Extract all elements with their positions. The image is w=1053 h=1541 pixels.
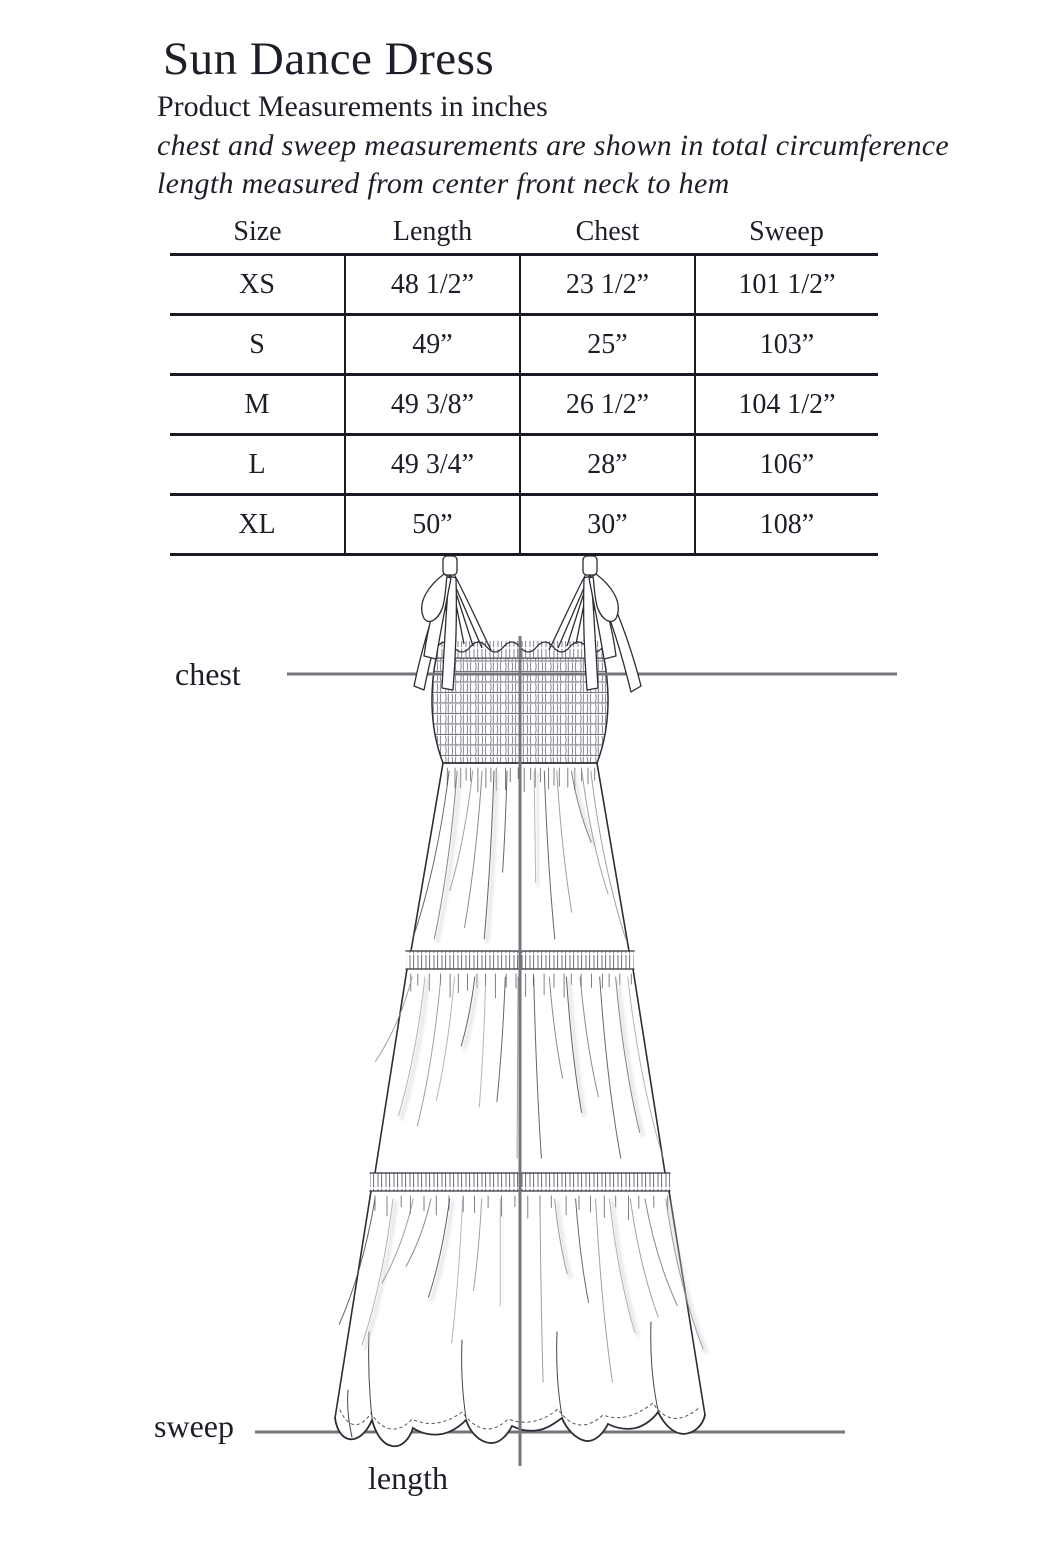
chest-label: chest <box>175 656 241 692</box>
cell-sweep: 104 1/2” <box>695 375 878 435</box>
cell-size: S <box>170 315 345 375</box>
cell-length: 49 3/4” <box>345 435 520 495</box>
column-header-size: Size <box>170 211 345 255</box>
length-label: length <box>368 1460 448 1496</box>
table-header-row <box>170 211 878 255</box>
cell-chest: 23 1/2” <box>520 255 695 315</box>
cell-size: XL <box>170 495 345 555</box>
cell-length: 49” <box>345 315 520 375</box>
note-circumference: chest and sweep measurements are shown in total circumference <box>157 129 950 162</box>
cell-size: M <box>170 375 345 435</box>
cell-chest: 25” <box>520 315 695 375</box>
cell-chest: 26 1/2” <box>520 375 695 435</box>
size-chart-table <box>170 211 878 556</box>
table-row <box>170 255 878 315</box>
column-header-length: Length <box>345 211 520 255</box>
cell-sweep: 103” <box>695 315 878 375</box>
page-title: Sun Dance Dress <box>163 33 495 85</box>
table-row <box>170 315 878 375</box>
cell-chest: 28” <box>520 435 695 495</box>
cell-sweep: 108” <box>695 495 878 555</box>
cell-length: 49 3/8” <box>345 375 520 435</box>
cell-sweep: 101 1/2” <box>695 255 878 315</box>
cell-chest: 30” <box>520 495 695 555</box>
table-row <box>170 495 878 555</box>
cell-length: 50” <box>345 495 520 555</box>
table-row <box>170 435 878 495</box>
sweep-label: sweep <box>154 1408 234 1444</box>
cell-length: 48 1/2” <box>345 255 520 315</box>
note-length: length measured from center front neck to hem <box>157 167 730 200</box>
cell-sweep: 106” <box>695 435 878 495</box>
cell-size: XS <box>170 255 345 315</box>
column-header-sweep: Sweep <box>695 211 878 255</box>
column-header-chest: Chest <box>520 211 695 255</box>
table-row <box>170 375 878 435</box>
cell-size: L <box>170 435 345 495</box>
subtitle: Product Measurements in inches <box>157 90 548 123</box>
